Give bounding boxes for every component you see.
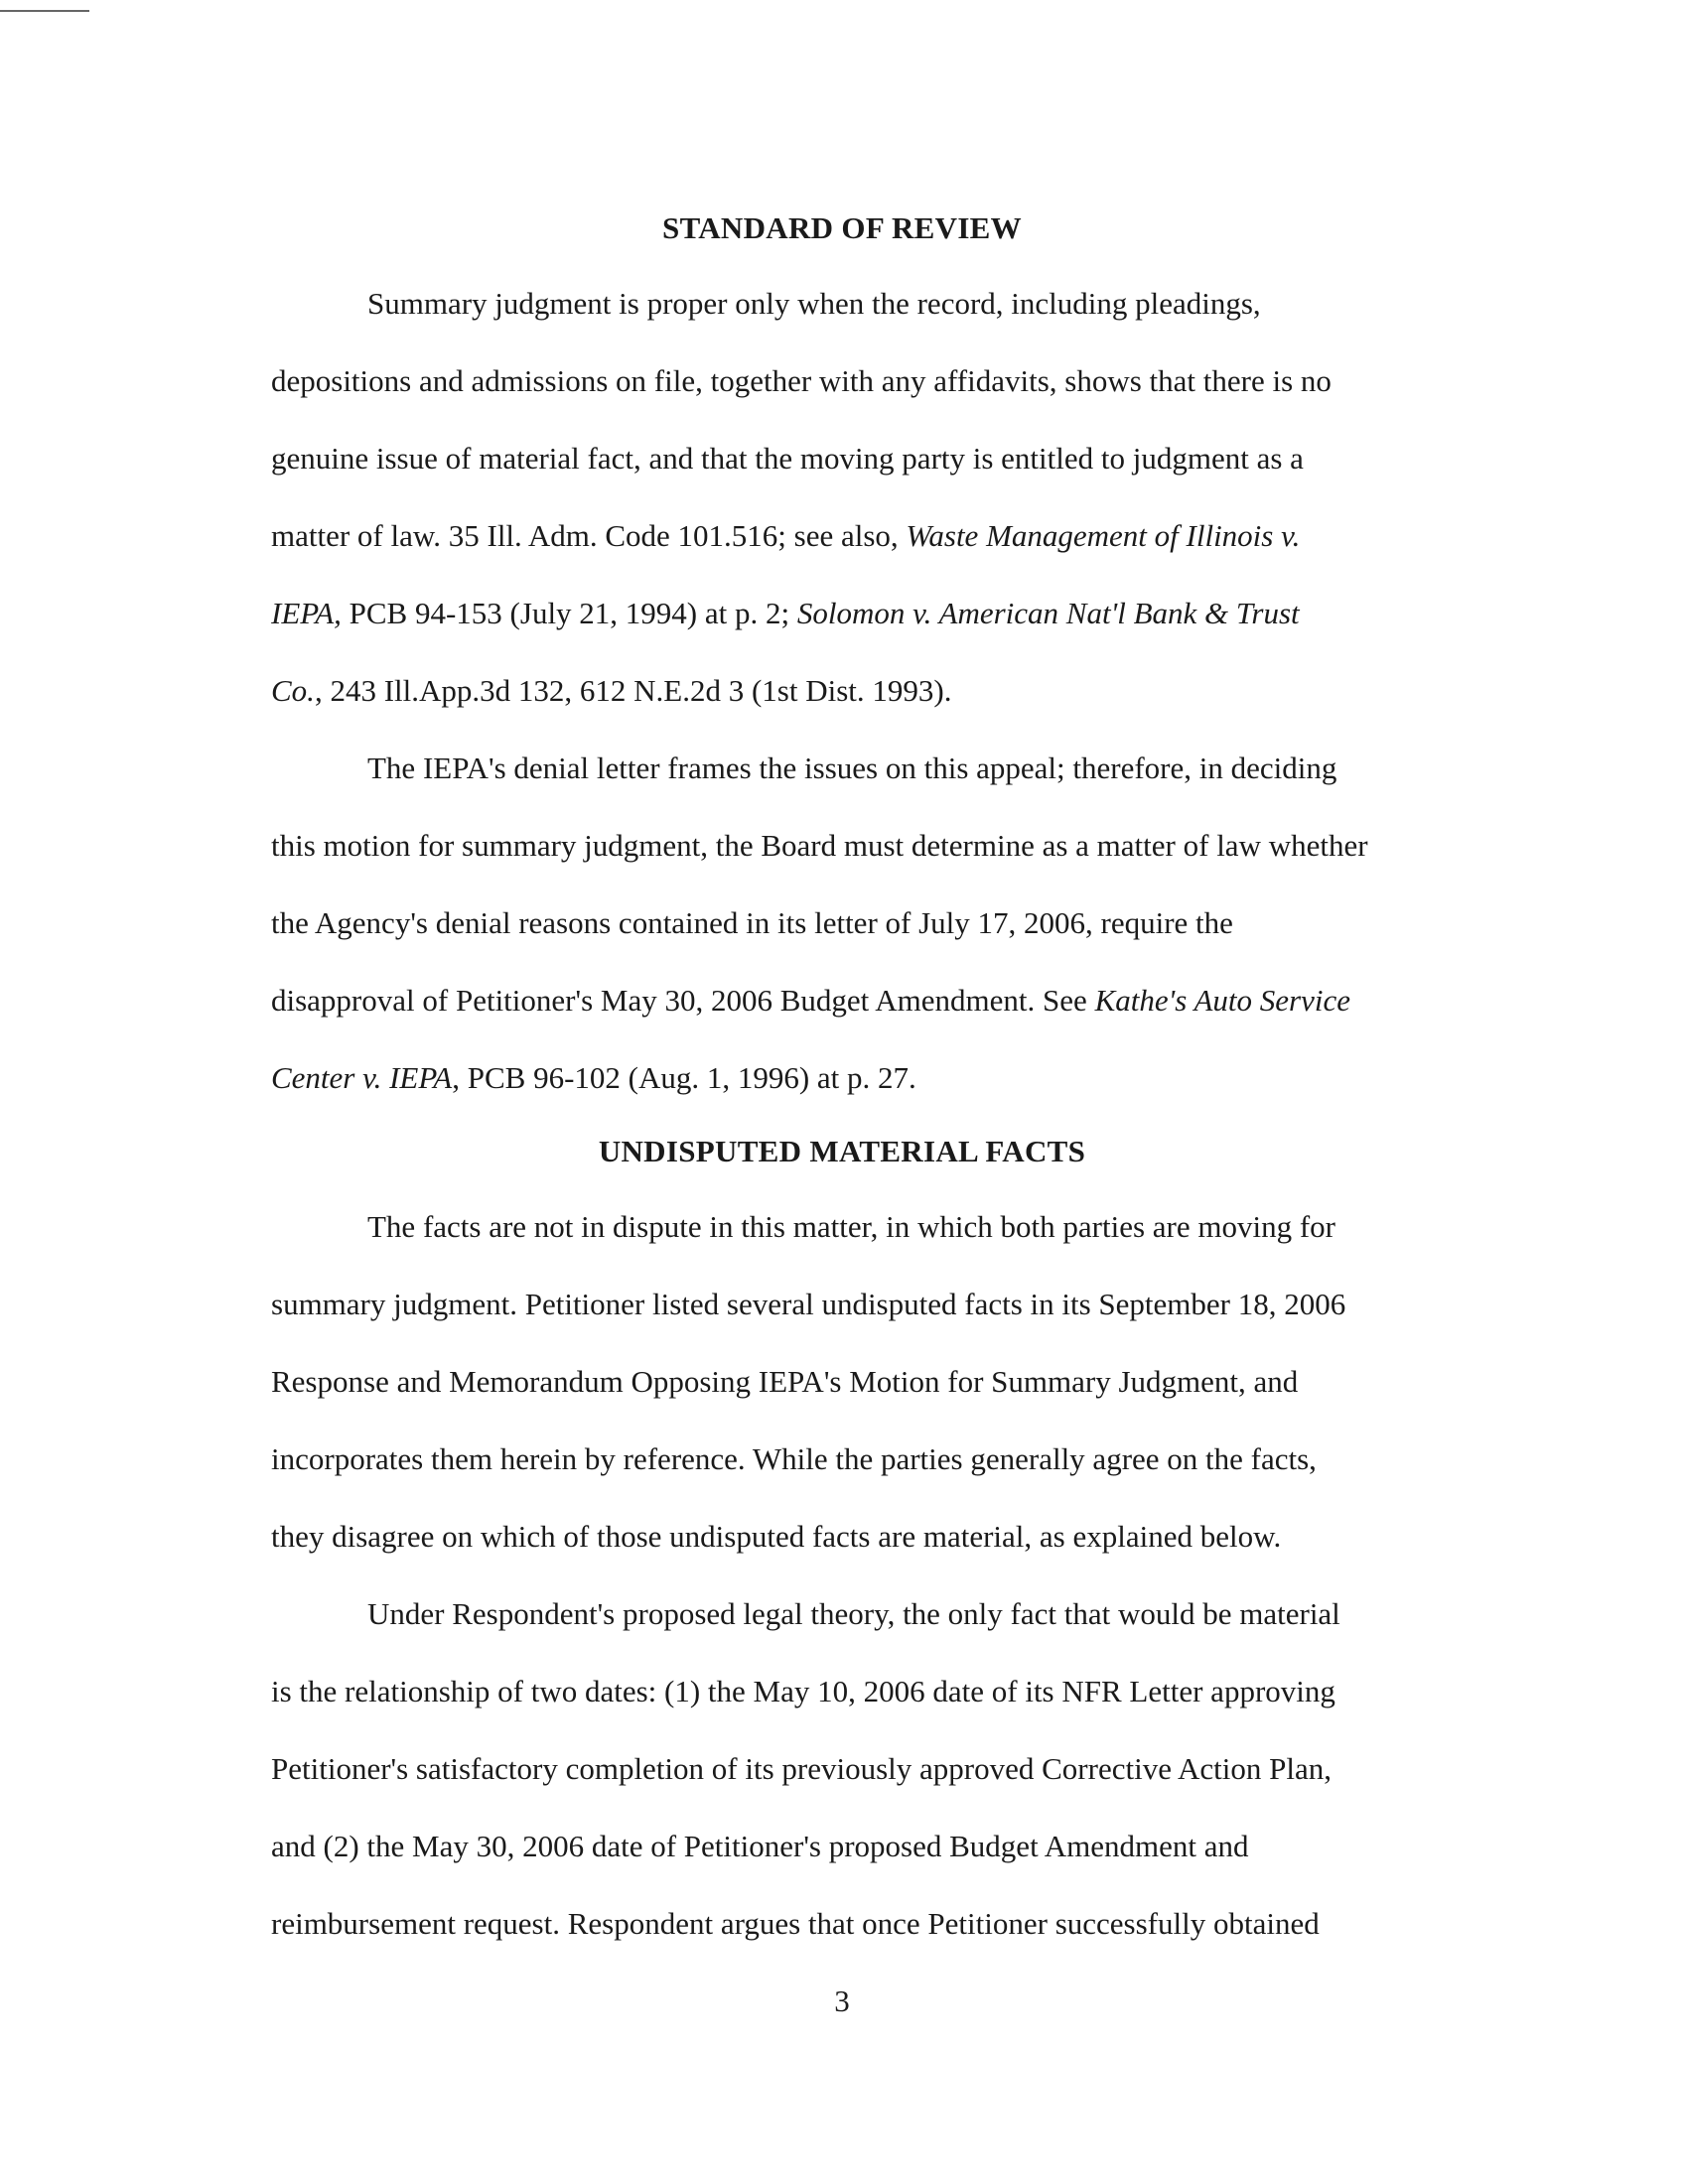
case-citation: Kathe's Auto Service <box>1094 983 1351 1018</box>
paragraph-line: Petitioner's satisfactory completion of its previously approved Corrective Action Plan, <box>271 1751 1332 1786</box>
section-heading-standard-of-review: STANDARD OF REVIEW <box>662 210 1022 245</box>
case-citation: Solomon v. American Nat'l Bank & Trust <box>796 596 1300 630</box>
paragraph-line: Under Respondent's proposed legal theory, the only fact that would be material <box>367 1596 1340 1631</box>
text-run: PCB 94-153 (July 21, 1994) at p. 2; <box>341 596 797 630</box>
section-heading-undisputed-material-facts: UNDISPUTED MATERIAL FACTS <box>598 1134 1086 1168</box>
paragraph-line: incorporates them herein by reference. While the parties generally agree on the facts, <box>271 1441 1317 1476</box>
paragraph-line <box>271 985 1350 1016</box>
paragraph-line: and (2) the May 30, 2006 date of Petitioner's proposed Budget Amendment and <box>271 1829 1249 1863</box>
text-run: disapproval of Petitioner's May 30, 2006 Budget Amendment. See <box>271 983 1095 1018</box>
paragraph-line: this motion for summary judgment, the Board must determine as a matter of law whether <box>271 828 1368 863</box>
paragraph-line: Summary judgment is proper only when the record, including pleadings, <box>367 286 1261 321</box>
text-run: , 243 Ill.App.3d 132, 612 N.E.2d 3 (1st Dist. 1993). <box>314 673 952 708</box>
text-run: , PCB 96-102 (Aug. 1, 1996) at p. 27. <box>452 1060 916 1095</box>
paragraph-line: The facts are not in dispute in this matter, in which both parties are moving for <box>367 1209 1336 1244</box>
page-number: 3 <box>834 1983 850 2018</box>
paragraph-line <box>271 598 1300 628</box>
paragraph-line: The IEPA's denial letter frames the issues on this appeal; therefore, in deciding <box>367 751 1337 785</box>
case-citation: IEPA, <box>271 596 342 630</box>
paragraph-line: depositions and admissions on file, together with any affidavits, shows that there is no <box>271 363 1332 398</box>
paragraph-line <box>271 520 1300 551</box>
scan-artifact-mark <box>0 10 89 12</box>
paragraph-line: Response and Memorandum Opposing IEPA's Motion for Summary Judgment, and <box>271 1364 1299 1399</box>
paragraph-line <box>271 675 951 706</box>
case-citation: Center v. IEPA <box>271 1060 453 1095</box>
case-citation: Co. <box>271 673 315 708</box>
text-run: matter of law. 35 Ill. Adm. Code 101.516; see also, <box>271 518 907 553</box>
paragraph-line <box>271 1062 916 1093</box>
paragraph-line: is the relationship of two dates: (1) the May 10, 2006 date of its NFR Letter approving <box>271 1674 1335 1708</box>
paragraph-line: summary judgment. Petitioner listed several undisputed facts in its September 18, 2006 <box>271 1287 1346 1321</box>
paragraph-line: the Agency's denial reasons contained in its letter of July 17, 2006, require the <box>271 905 1233 940</box>
case-citation: Waste Management of Illinois v. <box>906 518 1301 553</box>
paragraph-line: reimbursement request. Respondent argues that once Petitioner successfully obtained <box>271 1906 1320 1941</box>
paragraph-line: genuine issue of material fact, and that the moving party is entitled to judgment as a <box>271 441 1304 476</box>
paragraph-line: they disagree on which of those undisputed facts are material, as explained below. <box>271 1519 1282 1554</box>
